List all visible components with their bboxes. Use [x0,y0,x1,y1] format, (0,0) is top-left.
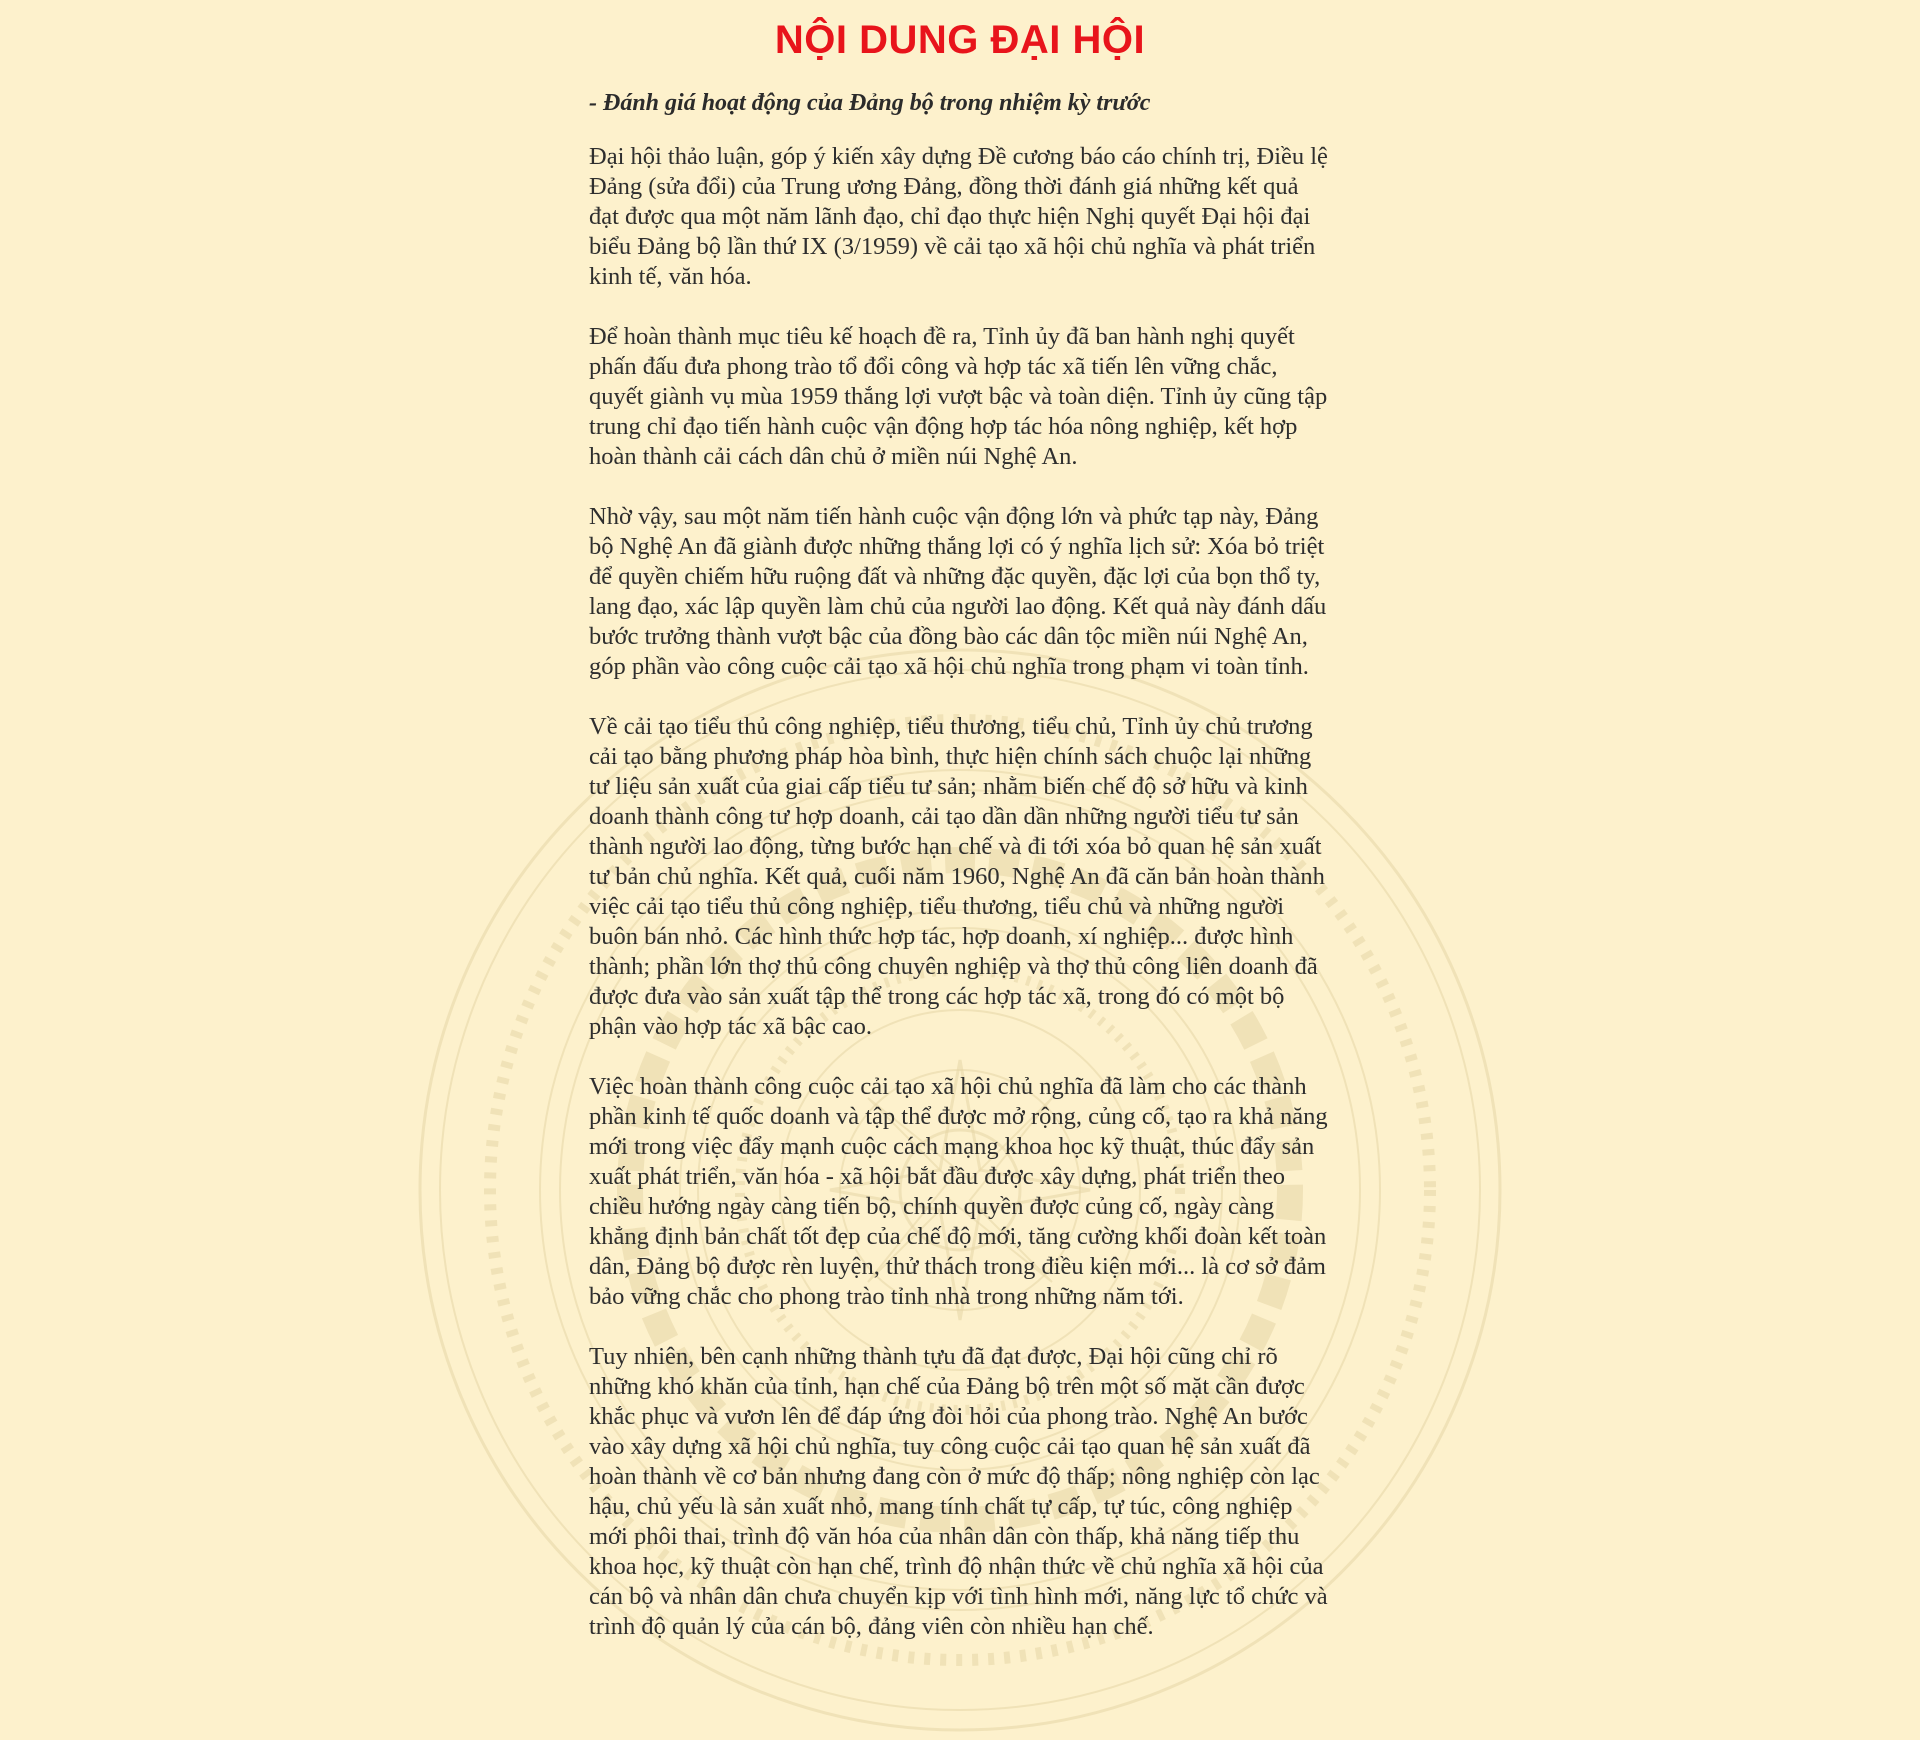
paragraph: Đại hội thảo luận, góp ý kiến xây dựng Đề cương báo cáo chính trị, Điều lệ Đảng (sửa đổi) của Trung ương Đảng, đồng thời đánh giá những kết quả đạt được qua một năm lãnh đạo, chỉ đạo thực hiện Nghị quyết Đại hội đại biểu Đảng bộ lần thứ IX (3/1959) về cải tạo xã hội chủ nghĩa và phát triển kinh tế, văn hóa. [589,143,1328,290]
paragraph: Tuy nhiên, bên cạnh những thành tựu đã đạt được, Đại hội cũng chỉ rõ những khó khăn của tỉnh, hạn chế của Đảng bộ trên một số mặt cần được khắc phục và vươn lên để đáp ứng đòi hỏi của phong trào. Nghệ An bước vào xây dựng xã hội chủ nghĩa, tuy công cuộc cải tạo quan hệ sản xuất đã hoàn thành về cơ bản nhưng đang còn ở mức độ thấp; nông nghiệp còn lạc hậu, chủ yếu là sản xuất nhỏ, mang tính chất tự cấp, tự túc, công nghiệp mới phôi thai, trình độ văn hóa của nhân dân còn thấp, khả năng tiếp thu khoa học, kỹ thuật còn hạn chế, trình độ nhận thức về chủ nghĩa xã hội của cán bộ và nhân dân chưa chuyển kịp với tình hình mới, năng lực tổ chức và trình độ quản lý của cán bộ, đảng viên còn nhiều hạn chế. [589,1343,1328,1640]
paragraph: Để hoàn thành mục tiêu kế hoạch đề ra, Tỉnh ủy đã ban hành nghị quyết phấn đấu đưa phong trào tổ đổi công và hợp tác xã tiến lên vững chắc, quyết giành vụ mùa 1959 thắng lợi vượt bậc và toàn diện. Tỉnh ủy cũng tập trung chỉ đạo tiến hành cuộc vận động hợp tác hóa nông nghiệp, kết hợp hoàn thành cải cách dân chủ ở miền núi Nghệ An. [589,323,1328,470]
paragraph: Về cải tạo tiểu thủ công nghiệp, tiểu thương, tiểu chủ, Tỉnh ủy chủ trương cải tạo bằng phương pháp hòa bình, thực hiện chính sách chuộc lại những tư liệu sản xuất của giai cấp tiểu tư sản; nhằm biến chế độ sở hữu và kinh doanh thành công tư hợp doanh, cải tạo dần dần những người tiểu tư sản thành người lao động, từng bước hạn chế và đi tới xóa bỏ quan hệ sản xuất tư bản chủ nghĩa. Kết quả, cuối năm 1960, Nghệ An đã căn bản hoàn thành việc cải tạo tiểu thủ công nghiệp, tiểu thương, tiểu chủ và những người buôn bán nhỏ. Các hình thức hợp tác, hợp doanh, xí nghiệp... được hình thành; phần lớn thợ thủ công chuyên nghiệp và thợ thủ công liên doanh đã được đưa vào sản xuất tập thể trong các hợp tác xã, trong đó có một bộ phận vào hợp tác xã bậc cao. [589,713,1325,1040]
page-title: NỘI DUNG ĐẠI HỘI [774,18,1146,62]
section-heading: - Đánh giá hoạt động của Đảng bộ trong nhiệm kỳ trước [589,90,1151,116]
article-body [589,88,1329,1672]
paragraph: Việc hoàn thành công cuộc cải tạo xã hội chủ nghĩa đã làm cho các thành phần kinh tế quốc doanh và tập thể được mở rộng, củng cố, tạo ra khả năng mới trong việc đẩy mạnh cuộc cách mạng khoa học kỹ thuật, thúc đẩy sản xuất phát triển, văn hóa - xã hội bắt đầu được xây dựng, phát triển theo chiều hướng ngày càng tiến bộ, chính quyền được củng cố, ngày càng khẳng định bản chất tốt đẹp của chế độ mới, tăng cường khối đoàn kết toàn dân, Đảng bộ được rèn luyện, thử thách trong điều kiện mới... là cơ sở đảm bảo vững chắc cho phong trào tỉnh nhà trong những năm tới. [589,1073,1328,1310]
paragraph: Nhờ vậy, sau một năm tiến hành cuộc vận động lớn và phức tạp này, Đảng bộ Nghệ An đã giành được những thắng lợi có ý nghĩa lịch sử: Xóa bỏ triệt để quyền chiếm hữu ruộng đất và những đặc quyền, đặc lợi của bọn thổ ty, lang đạo, xác lập quyền làm chủ của người lao động. Kết quả này đánh dấu bước trưởng thành vượt bậc của đồng bào các dân tộc miền núi Nghệ An, góp phần vào công cuộc cải tạo xã hội chủ nghĩa trong phạm vi toàn tỉnh. [589,503,1327,680]
